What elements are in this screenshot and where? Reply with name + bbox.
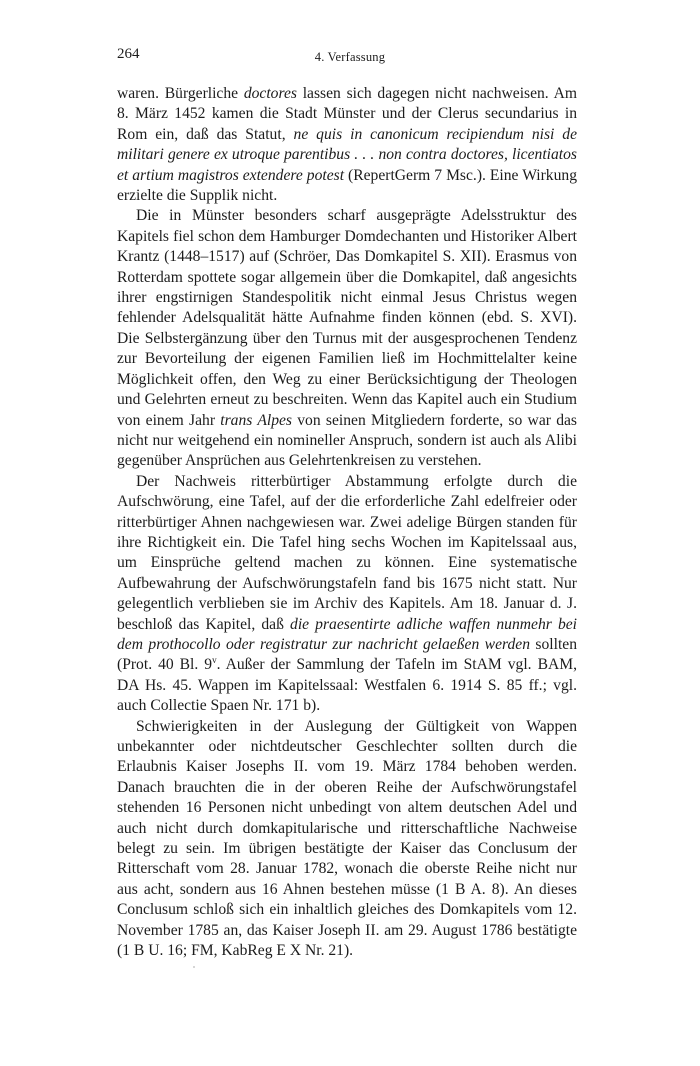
text-run: lassen sich dagegen nicht nachweisen. Am 8. März 1452 kamen die Stadt Münster und der Clerus secundarius in Rom ein, daß das Statut,	[117, 85, 577, 143]
text-run: . Außer der Sammlung der Tafeln im StAM vgl. BAM, DA Hs. 45. Wappen im Kapitelssaal: Westfalen 6. 1914 S. 85 ff.; vgl. auch Collectie Spaen Nr. 171 b).	[117, 656, 577, 715]
text-run: waren. Bürgerliche	[117, 85, 244, 102]
paragraph	[117, 206, 577, 471]
text-run: Die in Münster besonders scharf ausgeprägte Adelsstruktur des Kapitels fiel schon dem Hamburger Domdechanten und Historiker Albert Krantz (1448–1517) auf (Schröer, Das Domkapitel S. XII). Erasmus von Rotterdam spottete sogar allgemein über die Domkapitel, daß angesichts ihrer engstirnigen Standespolitik nicht einmal Jesus Christus wegen fehlender Adelsqualität hätte Aufnahme finden können (ebd. S. XVI). Die Selbstergänzung über den Turnus mit der ausgesprochenen Tendenz zur Bevorteilung der eigenen Familien ließ im Hochmittelalter keine Möglichkeit offen, den Weg zu einer Berücksichtigung der Theologen und Gelehrten erneut zu beschreiten. Wenn das Kapitel auch ein Studium von einem Jahr	[117, 207, 577, 429]
body-text	[117, 84, 577, 961]
italic-run: doctores	[243, 85, 297, 102]
text-run: Schwierigkeiten in der Auslegung der Gültigkeit von Wappen unbekannter oder nichtdeutscher Geschlechter sollten durch die Erlaubnis Kaiser Josephs II. vom 19. März 1784 behoben werden. Danach brauchten die in der oberen Reihe der Aufschwörungstafel stehenden 16 Personen nicht unbedingt von altem deutschen Adel und auch nicht durch domkapitularische und ritterschaftliche Nachweise belegt zu sein. Im übrigen bestätigte der Kaiser das Conclusum der Ritterschaft vom 28. Januar 1782, wonach die oberste Reihe nicht nur aus acht, sondern aus 16 Ahnen bestehen müsse (1 B A. 8). An dieses Conclusum schloß sich ein inhaltlich gleiches des Domkapitels vom 12. November 1785 an, das Kaiser Joseph II. am 29. August 1786 bestätigte (1 B U. 16; FM, KabReg E X Nr. 21).	[117, 717, 577, 960]
scan-speck	[193, 966, 195, 968]
text-run: Der Nachweis ritterbürtiger Abstammung erfolgte durch die Aufschwörung, eine Tafel, auf der die erforderliche Zahl edelfreier oder ritterbürtiger Ahnen nachgewiesen war. Zwei adelige Bürgen standen für ihre Richtigkeit ein. Die Tafel hing sechs Wochen im Kapitelssaal aus, um Einsprüche geltend machen zu können. Eine systematische Aufbewahrung der Aufschwörungstafeln fand bis 1675 nicht statt. Nur gelegentlich verblieben sie im Archiv des Kapitels. Am 18. Januar d. J. beschloß das Kapitel, daß	[117, 472, 577, 633]
italic-run: ne quis in canonicum recipiendum nisi de militari genere ex utroque parentibus . . . non contra doctores, licentiatos et artium magistros extendere potest	[117, 125, 577, 184]
text-run: sollten (Prot. 40 Bl. 9	[117, 635, 577, 674]
italic-run: trans Alpes	[220, 411, 292, 429]
running-head: 4. Verfassung	[314, 50, 386, 64]
page-number: 264	[117, 46, 140, 62]
paragraph	[117, 717, 577, 962]
text-run: von seinen Mitgliedern forderte, so war das nicht nur weitgehend ein nomineller Anspruch, sondern ist auch als Alibi gegenüber Ansprüchen aus Gelehrtenkreisen zu verstehen.	[117, 411, 577, 470]
superscript: v	[212, 655, 217, 666]
italic-run: die praesentirte adliche waffen nunmehr bei dem prothocollo oder registratur zur nachricht gelaeßen werden	[117, 615, 577, 653]
paragraph	[117, 472, 577, 717]
text-run: (RepertGerm 7 Msc.). Eine Wirkung erzielte die Supplik nicht.	[117, 166, 577, 205]
paragraph	[117, 84, 577, 206]
